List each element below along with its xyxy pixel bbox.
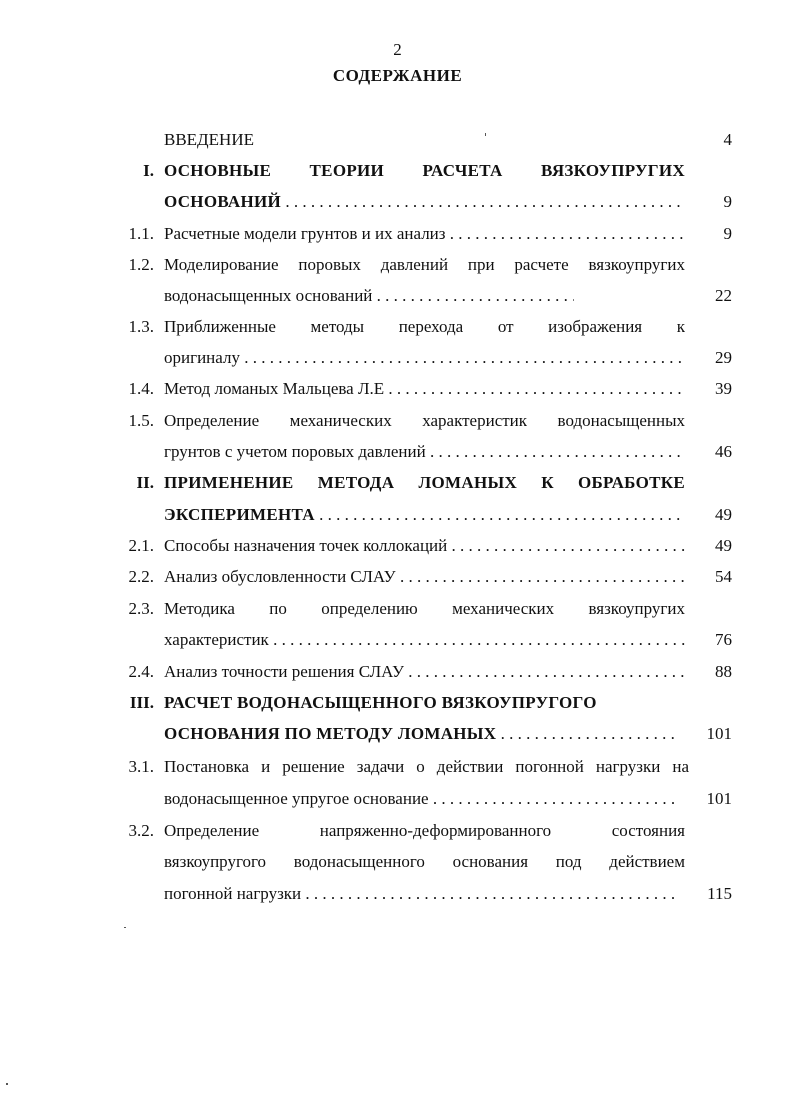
toc-section-number: 1.2. [128, 255, 154, 274]
toc-section-number: 1.3. [128, 317, 154, 336]
toc-section-title: Способы назначения точек коллокаций . . . [164, 534, 685, 558]
toc-section-1-5 [0, 409, 795, 433]
toc-section-number: 1.4. [128, 379, 154, 398]
toc-section-1-3-cont [0, 346, 795, 370]
toc-section-1-3 [0, 315, 795, 339]
toc-section-title: Методика по определению механических вязкоупругих [164, 599, 685, 618]
toc-section-2-4 [0, 660, 795, 684]
toc-chapter-title: РАСЧЕТ ВОДОНАСЫЩЕННОГО ВЯЗКОУПРУГОГО [164, 693, 597, 712]
toc-section-3-2-cont [0, 850, 795, 874]
toc-section-number: 1.1. [128, 224, 154, 243]
toc-section-number: 2.3. [128, 599, 154, 618]
toc-section-title-cont: грунтов с учетом поровых давлений . . . [164, 440, 685, 464]
toc-page-number: 49 [715, 505, 732, 524]
toc-page-number: 9 [723, 192, 732, 211]
page-title: СОДЕРЖАНИЕ [332, 66, 463, 85]
toc-chapter-number: II. [136, 473, 154, 492]
page-number: 2 [393, 40, 402, 59]
toc-section-number: 2.4. [128, 662, 154, 681]
toc-chapter-1-cont [0, 190, 795, 214]
toc-section-number: 3.2. [128, 821, 154, 840]
toc-section-title: Определение напряженно-деформированного состояния [164, 821, 685, 840]
toc-chapter-2 [0, 471, 795, 495]
toc-page-number: 22 [715, 286, 732, 305]
toc-section-title: Анализ обусловленности СЛАУ . . . [164, 565, 685, 589]
toc-section-title: Постановка и решение задачи о действии погонной нагрузки на [164, 757, 689, 776]
toc-section-3-1-cont [0, 787, 795, 811]
toc-section-1-5-cont [0, 440, 795, 464]
toc-section-1-4 [0, 377, 795, 401]
toc-chapter-title: ПРИМЕНЕНИЕ МЕТОДА ЛОМАНЫХ К ОБРАБОТКЕ [164, 473, 685, 492]
toc-entry-label: ВВЕДЕНИЕ [164, 130, 254, 149]
toc-section-2-3-cont [0, 628, 795, 652]
scan-speck [124, 927, 126, 928]
toc-section-3-1 [0, 755, 795, 779]
toc-chapter-2-cont [0, 503, 795, 527]
scan-speck [485, 133, 486, 136]
toc-page-number: 49 [715, 536, 732, 555]
toc-section-title: Моделирование поровых давлений при расчете вязкоупругих [164, 255, 685, 274]
toc-chapter-title-cont: ЭКСПЕРИМЕНТА . . . [164, 503, 685, 527]
toc-chapter-title: ОСНОВНЫЕ ТЕОРИИ РАСЧЕТА ВЯЗКОУПРУГИХ [164, 161, 685, 180]
toc-page-number: 4 [723, 130, 732, 149]
toc-section-2-2 [0, 565, 795, 589]
toc-section-number: 2.1. [128, 536, 154, 555]
toc-section-title: Анализ точности решения СЛАУ . . . [164, 660, 685, 684]
toc-chapter-title-cont: ОСНОВАНИЙ . . . [164, 190, 685, 214]
toc-section-title-cont: погонной нагрузки . . . [164, 882, 677, 906]
toc-page-number: 9 [723, 224, 732, 243]
toc-section-title-cont: водонасыщенных оснований . . . [164, 284, 574, 308]
toc-page-number: 101 [706, 724, 732, 743]
toc-section-2-1 [0, 534, 795, 558]
toc-chapter-number: I. [143, 161, 154, 180]
toc-section-3-2 [0, 819, 795, 843]
scan-speck [6, 1083, 8, 1085]
toc-page-number: 54 [715, 567, 732, 586]
toc-section-1-1 [0, 222, 795, 246]
toc-page-number: 101 [706, 789, 732, 808]
toc-section-title: Метод ломаных Мальцева Л.Е . . . [164, 377, 685, 401]
toc-entry-intro [0, 128, 795, 152]
toc-page-number: 29 [715, 348, 732, 367]
toc-section-1-2-cont [0, 284, 795, 308]
toc-section-title-cont: оригиналу . . . [164, 346, 685, 370]
toc-section-title-cont: характеристик . . . [164, 628, 685, 652]
toc-section-title: Приближенные методы перехода от изображения к [164, 317, 685, 336]
toc-chapter-1 [0, 159, 795, 183]
toc-page-number: 115 [707, 884, 732, 903]
toc-page-number: 46 [715, 442, 732, 461]
toc-section-1-2 [0, 253, 795, 277]
toc-section-number: 1.5. [128, 411, 154, 430]
toc-section-title-cont: водонасыщенное упругое основание . . . [164, 787, 677, 811]
toc-chapter-3-cont [0, 722, 795, 746]
toc-section-title: Определение механических характеристик водонасыщенных [164, 411, 685, 430]
toc-section-2-3 [0, 597, 795, 621]
toc-page-number: 39 [715, 379, 732, 398]
toc-section-number: 2.2. [128, 567, 154, 586]
toc-page-number: 88 [715, 662, 732, 681]
toc-section-3-2-cont2 [0, 882, 795, 906]
toc-section-title-cont: вязкоупругого водонасыщенного основания под действием [164, 852, 685, 871]
toc-section-number: 3.1. [128, 757, 154, 776]
toc-page-number: 76 [715, 630, 732, 649]
toc-chapter-3 [0, 691, 795, 715]
toc-chapter-title-cont: ОСНОВАНИЯ ПО МЕТОДУ ЛОМАНЫХ . . . [164, 722, 677, 746]
toc-chapter-number: III. [129, 693, 154, 712]
toc-section-title: Расчетные модели грунтов и их анализ . . . [164, 222, 685, 246]
